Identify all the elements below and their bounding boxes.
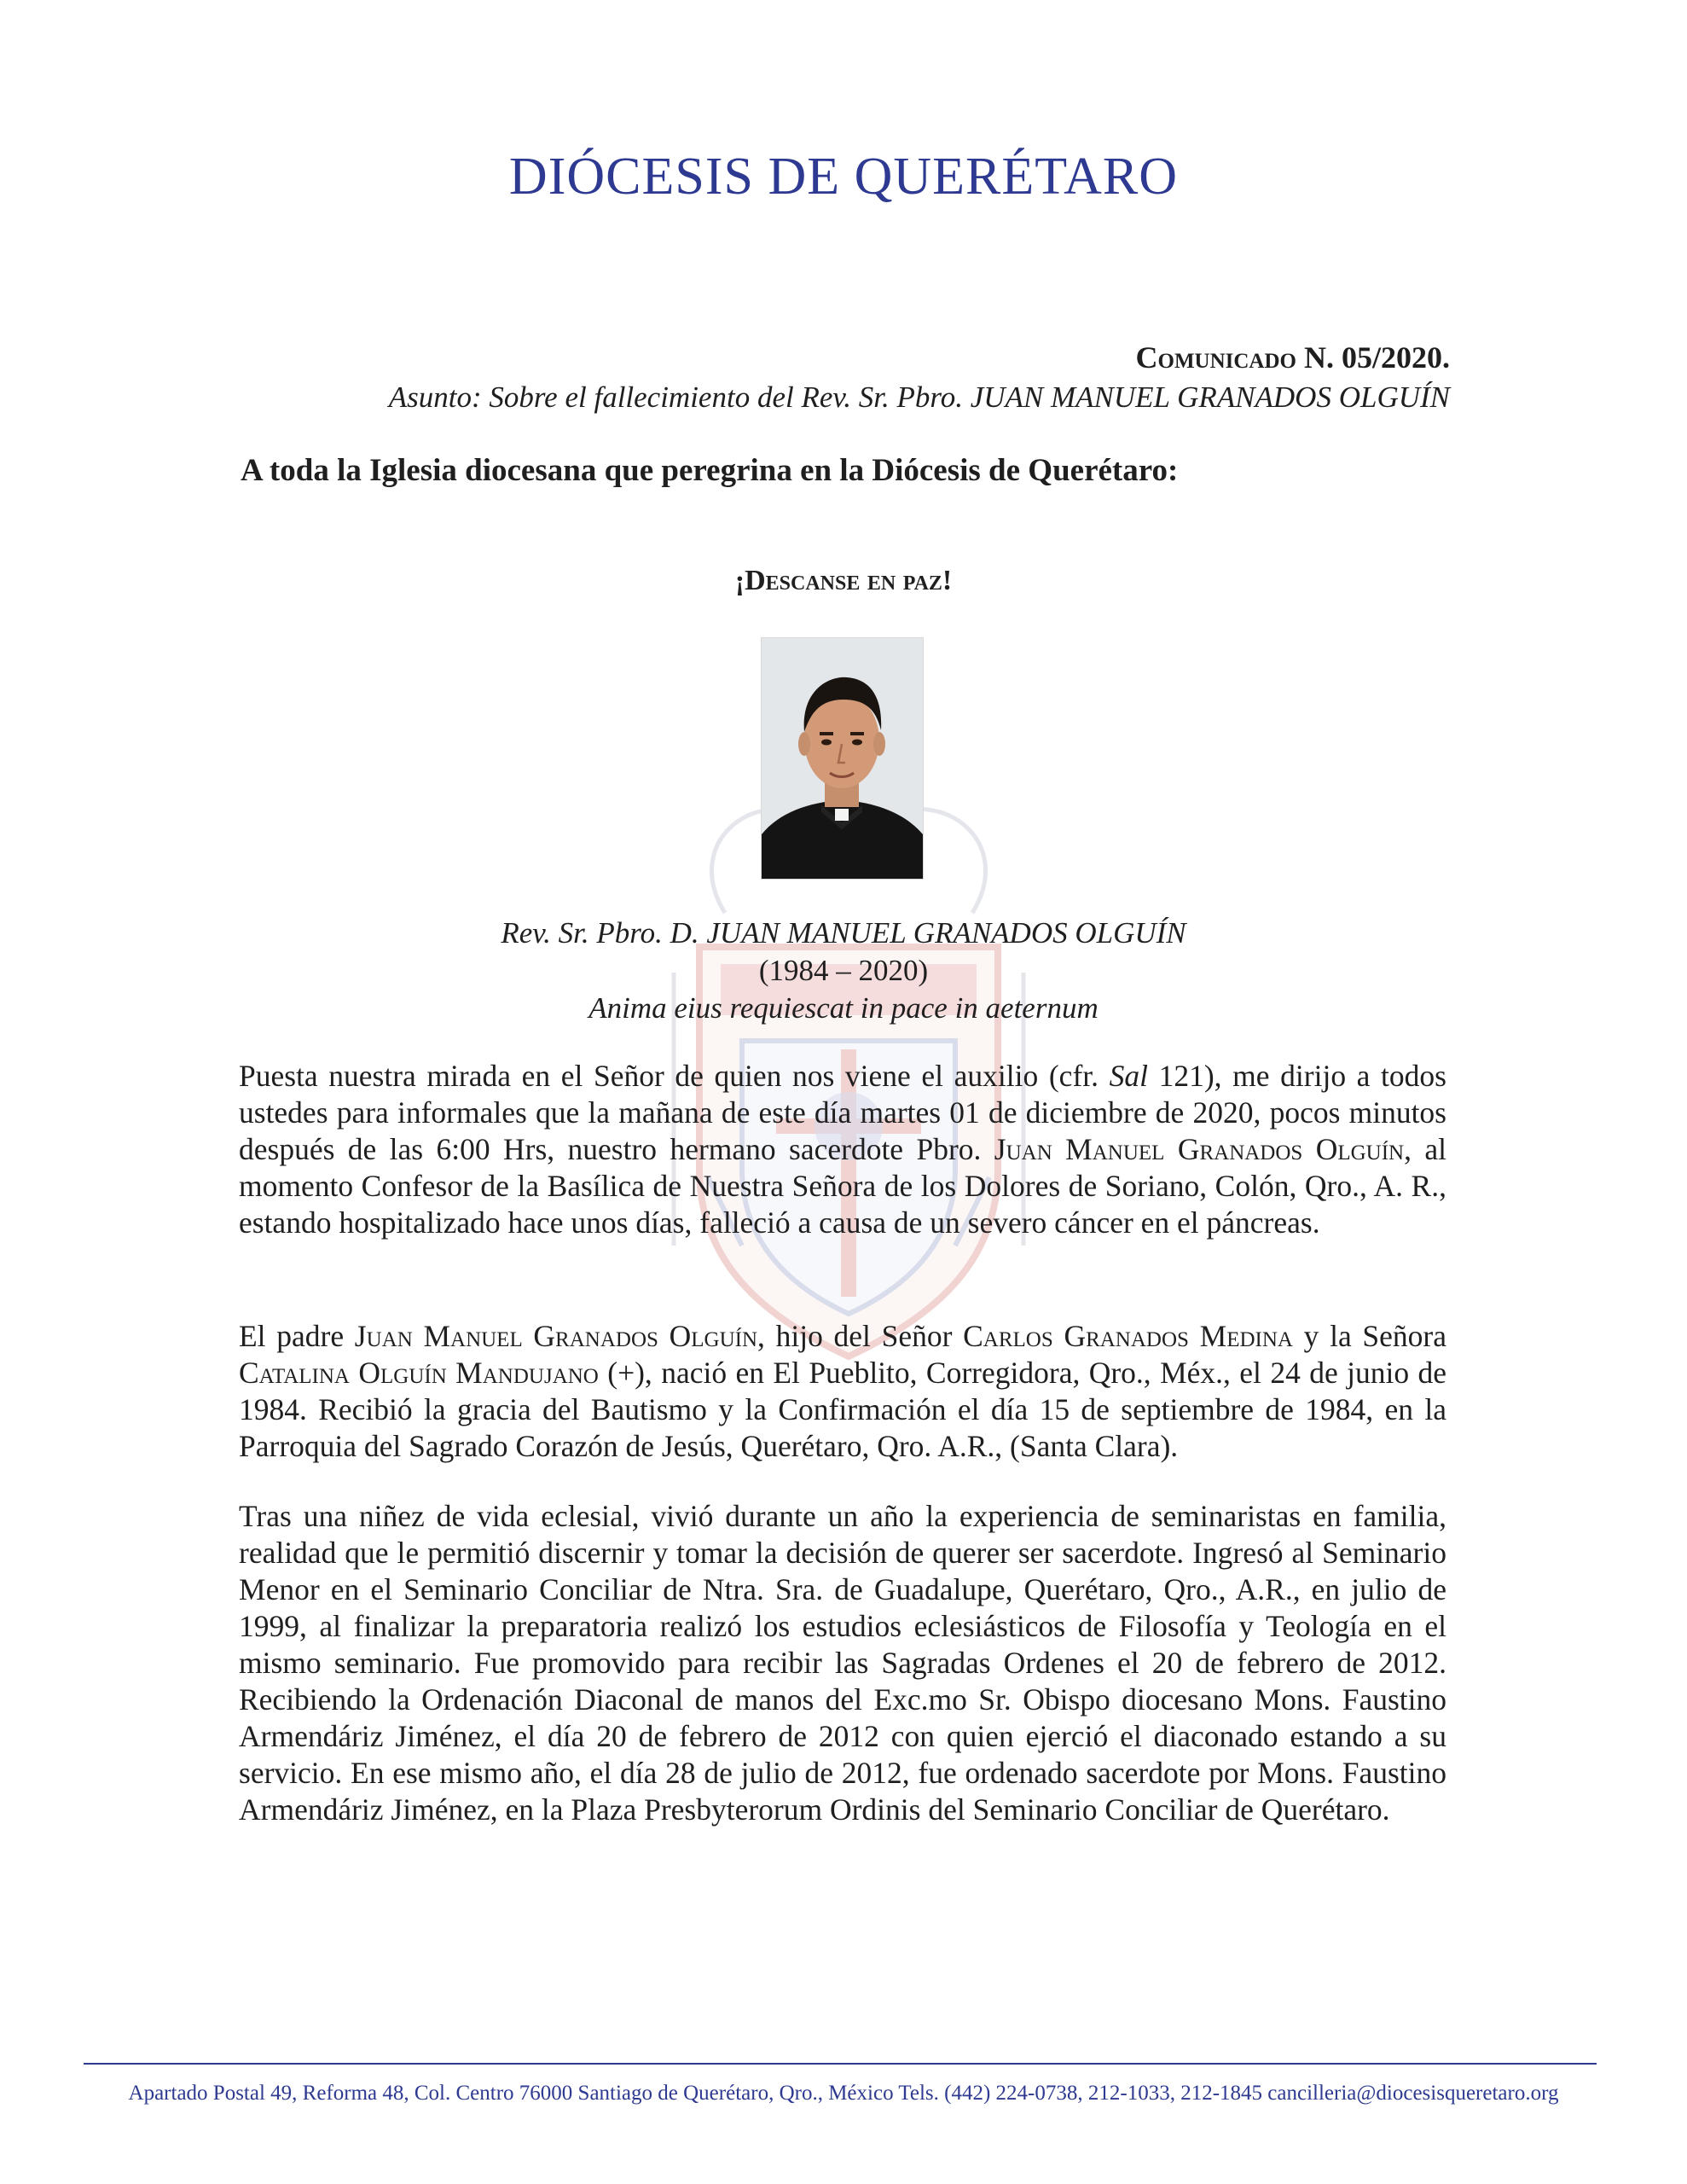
father-name: Carlos Granados Medina: [963, 1319, 1293, 1353]
text-run: Puesta nuestra mirada en el Señor de quien nos viene el auxilio (cfr.: [239, 1059, 1110, 1093]
paragraph-vocation: Tras una niñez de vida eclesial, vivió durante un año la experiencia de seminaristas en familia, realidad que le permitió discernir y tomar la decisión de querer ser sacerdote. Ingresó al Seminario Menor en el Seminario Conciliar de Ntra. Sra. de Guadalupe, Querétaro, Qro., A.R., en julio de 1999, al finalizar la preparatoria realizó los estudios eclesiásticos de Filosofía y Teología en el mismo seminario. Fue promovido para recibir las Sagradas Ordenes el 20 de febrero de 2012. Recibiendo la Ordenación Diaconal de manos del Exc.mo Sr. Obispo diocesano Mons. Faustino Armendáriz Jiménez, el día 20 de febrero de 2012 con quien ejerció el diaconado estando a su servicio. En ese mismo año, el día 28 de julio de 2012, fue ordenado sacerdote por Mons. Faustino Armendáriz Jiménez, en la Plaza Presbyterorum Ordinis del Seminario Conciliar de Querétaro.: [239, 1499, 1446, 1827]
person-name: Juan Manuel Granados Olguín: [994, 1132, 1405, 1166]
text-run: y la Señora: [1292, 1319, 1446, 1353]
page-title: DIÓCESIS DE QUERÉTARO: [508, 148, 1179, 206]
text-run: (+), nació en El Pueblito, Corregidora, Qro., Méx., el 24 de junio de 1984. Recibió la gracia del Bautismo y la Confirmación el día 15 de septiembre de 1984, en la Parroquia del Sagrado Corazón de Jesús, Querétaro, Qro. A.R., (Santa Clara).: [239, 1356, 1447, 1463]
text-run: , al momento Confesor de la Basílica de Nuestra Señora de los Dolores de Soriano, Colón, Qro., A. R., estando hospitalizado hace unos días, falleció a causa de un severo cáncer en el páncreas.: [239, 1132, 1446, 1240]
text-run: , hijo del Señor: [757, 1319, 964, 1353]
latin-motto: Anima eius requiescat in pace in aeternum: [588, 991, 1099, 1025]
footer-divider: [84, 2063, 1597, 2065]
text-run: 121), me dirijo a todos ustedes para informales que la mañana de este día martes 01 de diciembre de 2020, pocos minutos después de las 6:00 Hrs, nuestro hermano sacerdote Pbro.: [239, 1059, 1446, 1166]
memo-number: Comunicado N. 05/2020.: [1135, 340, 1450, 375]
portrait-photo: [762, 638, 923, 879]
deceased-name: Rev. Sr. Pbro. D. JUAN MANUEL GRANADOS OLGUÍN: [501, 916, 1186, 950]
person-name: Juan Manuel Granados Olguín: [354, 1319, 758, 1353]
paragraph-biography: [239, 1318, 1446, 1465]
mother-name: Catalina Olguín Mandujano: [239, 1356, 599, 1390]
life-years: (1984 – 2020): [758, 954, 929, 987]
scripture-reference: Sal: [1109, 1059, 1148, 1093]
greeting: A toda la Iglesia diocesana que peregrina en la Diócesis de Querétaro:: [241, 453, 1179, 488]
text-run: El padre: [239, 1319, 355, 1353]
paragraph-announcement: [239, 1058, 1446, 1241]
memo-subject: Asunto: Sobre el fallecimiento del Rev. Sr. Pbro. JUAN MANUEL GRANADOS OLGUÍN: [388, 380, 1450, 414]
headline: ¡Descanse en paz!: [734, 565, 953, 596]
footer-address: Apartado Postal 49, Reforma 48, Col. Centro 76000 Santiago de Querétaro, Qro., México Tels. (442) 224-0738, 212-1033, 212-1845 cancilleria@diocesisqueretaro.org: [128, 2082, 1559, 2105]
